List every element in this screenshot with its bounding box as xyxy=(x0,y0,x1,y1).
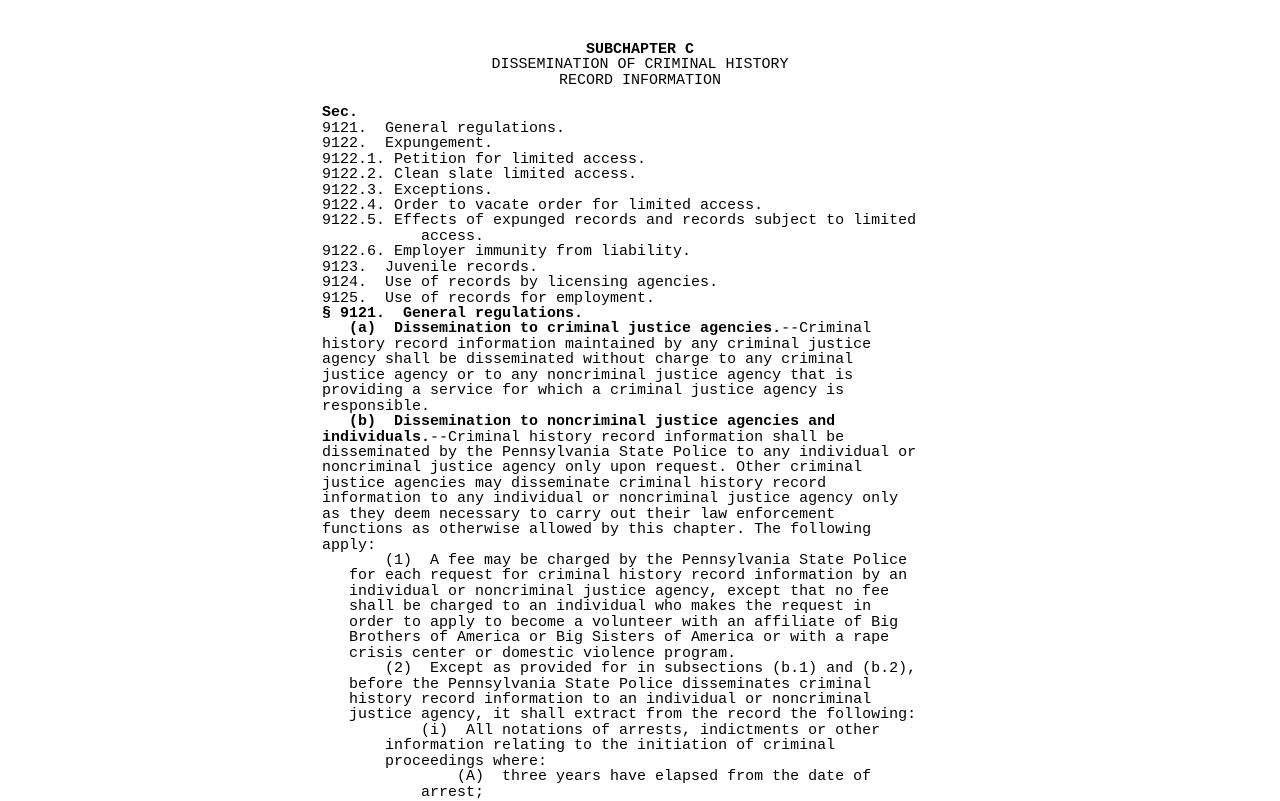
paragraph-1-line: for each request for criminal history record information by an xyxy=(322,567,908,585)
toc-item: 9123. Juvenile records. xyxy=(322,258,539,276)
subsection-b-line: justice agencies may disseminate criminal history record xyxy=(322,474,827,492)
toc-item: 9122.2. Clean slate limited access. xyxy=(322,166,638,184)
subparagraph-i-line: information relating to the initiation of criminal xyxy=(322,737,836,755)
subsection-a-heading: (a) Dissemination to criminal justice agencies. xyxy=(322,320,782,338)
paragraph-1-line: individual or noncriminal justice agency, except that no fee xyxy=(322,582,890,600)
subsection-a-line: history record information maintained by any criminal justice xyxy=(322,335,872,353)
toc-item: 9122.4. Order to vacate order for limited access. xyxy=(322,196,764,214)
toc-heading: Sec. xyxy=(322,104,359,122)
spacer xyxy=(322,88,1022,105)
toc-item: 9122.1. Petition for limited access. xyxy=(322,150,647,168)
subsection-b-line: information to any individual or noncriminal justice agency only xyxy=(322,490,899,508)
subchapter-title-line-2: RECORD INFORMATION xyxy=(558,71,722,89)
toc-item: 9125. Use of records for employment. xyxy=(322,289,656,307)
section-heading: § 9121. General regulations. xyxy=(322,305,584,322)
subsection-b-line: noncriminal justice agency only upon request. Other criminal xyxy=(322,459,863,477)
paragraph-2-line: justice agency, it shall extract from the record the following: xyxy=(322,706,917,724)
clause-A-line: (A) three years have elapsed from the date of xyxy=(322,768,872,786)
paragraph-2-line: before the Pennsylvania State Police disseminates criminal xyxy=(322,675,872,693)
subsection-a-first-line xyxy=(322,321,1022,336)
subsection-a-line: agency shall be disseminated without charge to any criminal xyxy=(322,351,854,369)
toc-item: 9122. Expungement. xyxy=(322,135,494,153)
subsection-a-text-start: --Criminal xyxy=(781,320,872,338)
paragraph-1-line: (1) A fee may be charged by the Pennsylvania State Police xyxy=(322,552,908,569)
toc-item: 9122.3. Exceptions. xyxy=(322,181,494,199)
subsection-a-line: responsible. xyxy=(322,397,431,415)
paragraph-2-line: history record information to an individual or noncriminal xyxy=(322,690,872,708)
toc-item: 9122.5. Effects of expunged records and records subject to limited xyxy=(322,212,917,230)
paragraph-1-line: crisis center or domestic violence program. xyxy=(322,644,737,662)
clause-A-line: arrest; xyxy=(322,783,485,801)
subsection-b-first-line xyxy=(322,430,1022,445)
subsection-b-text-start: --Criminal history record information shall be xyxy=(430,428,845,446)
document-page xyxy=(322,42,1022,800)
subsection-b-heading-end: individuals. xyxy=(322,428,431,446)
subchapter-heading: SUBCHAPTER C xyxy=(585,41,695,58)
subsection-b-heading-line-1: (b) Dissemination to noncriminal justice agencies and xyxy=(322,413,836,431)
subparagraph-i-line: proceedings where: xyxy=(322,752,548,770)
toc-item: 9121. General regulations. xyxy=(322,119,566,137)
subsection-a-line: providing a service for which a criminal justice agency is xyxy=(322,382,845,400)
subsection-b-line: functions as otherwise allowed by this chapter. The following xyxy=(322,521,872,539)
toc-item: 9124. Use of records by licensing agencies. xyxy=(322,274,719,292)
toc-item: 9122.6. Employer immunity from liability. xyxy=(322,243,692,261)
subsection-b-line: disseminated by the Pennsylvania State Police to any individual or xyxy=(322,443,917,461)
subsection-b-line: apply: xyxy=(322,536,377,554)
paragraph-1-line: shall be charged to an individual who makes the request in xyxy=(322,598,872,616)
paragraph-2-line: (2) Except as provided for in subsections (b.1) and (b.2), xyxy=(322,660,917,678)
subparagraph-i-line: (i) All notations of arrests, indictments or other xyxy=(322,721,881,739)
paragraph-1-line: Brothers of America or Big Sisters of America or with a rape xyxy=(322,629,890,647)
subchapter-title-line-1: DISSEMINATION OF CRIMINAL HISTORY xyxy=(491,56,789,74)
toc-item-continuation: access. xyxy=(322,227,485,245)
subsection-b-line: as they deem necessary to carry out their law enforcement xyxy=(322,505,836,523)
paragraph-1-line: order to apply to become a volunteer with an affiliate of Big xyxy=(322,613,899,631)
subsection-a-line: justice agency or to any noncriminal justice agency that is xyxy=(322,366,854,384)
